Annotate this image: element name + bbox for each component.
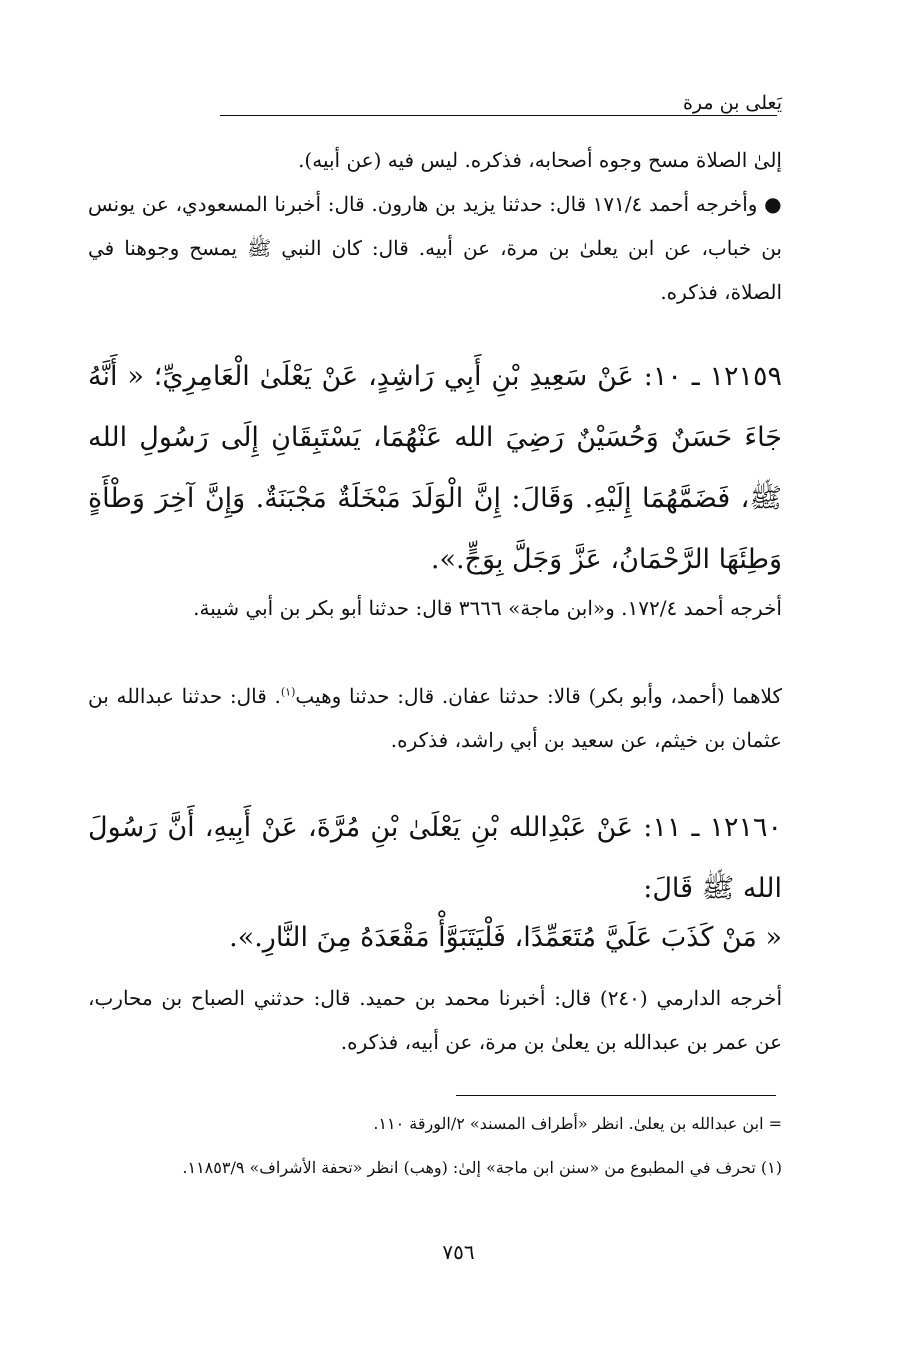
hadith-12159: ١٢١٥٩ ـ ١٠: عَنْ سَعِيدِ بْنِ أَبِي رَاشِدٍ، عَنْ يَعْلَىٰ الْعَامِرِيِّ؛ « أَنَّهُ جَاءَ حَسَنٌ وَحُسَيْنٌ رَضِيَ الله عَنْهُمَا، يَسْتَبِقَانِ إِلَى رَسُولِ الله ﷺ، فَضَمَّهُمَا إِلَيْهِ. وَقَالَ: إِنَّ الْوَلَدَ مَبْخَلَةٌ مَجْبَنَةٌ. وَإِنَّ آخِرَ وَطْأَةٍ وَطِئَهَا الرَّحْمَانُ، عَزَّ وَجَلَّ بِوَجٍّ.».: [88, 361, 782, 575]
hadith-12160: ١٢١٦٠ ـ ١١: عَنْ عَبْدِالله بْنِ يَعْلَىٰ بْنِ مُرَّةَ، عَنْ أَبِيهِ، أَنَّ رَسُولَ الله ﷺ قَالَ:: [88, 812, 783, 904]
footnote-marker-1: (١): [280, 685, 296, 699]
takhrij-2-text-a: كلاهما (أحمد، وأبو بكر) قالا: حدثنا عفان. قال: حدثنا وهيب: [295, 684, 782, 708]
footnote-rule: [456, 1095, 776, 1096]
hadith-12160-takhrij: أخرجه الدارمي (٢٤٠) قال: أخبرنا محمد بن حميد. قال: حدثني الصباح بن محارب، عن عمر بن عبدالله بن يعلىٰ بن مرة، عن أبيه، فذكره.: [88, 986, 783, 1054]
takhrij-2-text-b: . قال: حدثنا عبدالله بن عثمان بن خيثم، عن سعيد بن أبي راشد، فذكره.: [88, 684, 782, 752]
footnote-continuation: = ابن عبدالله بن يعلىٰ. انظر «أطراف المسند» ٢/الورقة ١١٠.: [373, 1114, 782, 1133]
takhrij-paragraph-1: ● وأخرجه أحمد ١٧١/٤ قال: حدثنا يزيد بن هارون. قال: أخبرنا المسعودي، عن يونس بن خباب، عن ابن يعلىٰ بن مرة، عن أبيه. قال: كان النبي ﷺ يمسح وجوهنا في الصلاة، فذكره.: [88, 192, 782, 304]
hadith-12159-takhrij-1: أخرجه أحمد ١٧٢/٤. و«ابن ماجة» ٣٦٦٦ قال: حدثنا أبو بكر بن أبي شيبة.: [193, 596, 782, 620]
hadith-12160-quote: « مَنْ كَذَبَ عَلَيَّ مُتَعَمِّدًا، فَلْيَتَبَوَّأْ مَقْعَدَهُ مِنَ النَّارِ.».: [229, 922, 782, 953]
hadith-12159-takhrij-2: [88, 674, 782, 762]
section-continuation: إلىٰ الصلاة مسح وجوه أصحابه، فذكره. ليس فيه (عن أبيه).: [298, 148, 782, 172]
header-rule: [220, 115, 777, 116]
running-title: يَعلى بن مرة: [682, 92, 782, 114]
footnote-1: (١) تحرف في المطبوع من «سنن ابن ماجة» إلىٰ: (وهب) انظر «تحفة الأشراف» ١١٨٥٣/٩.: [182, 1158, 782, 1177]
page-number: ٧٥٦: [442, 1240, 475, 1264]
